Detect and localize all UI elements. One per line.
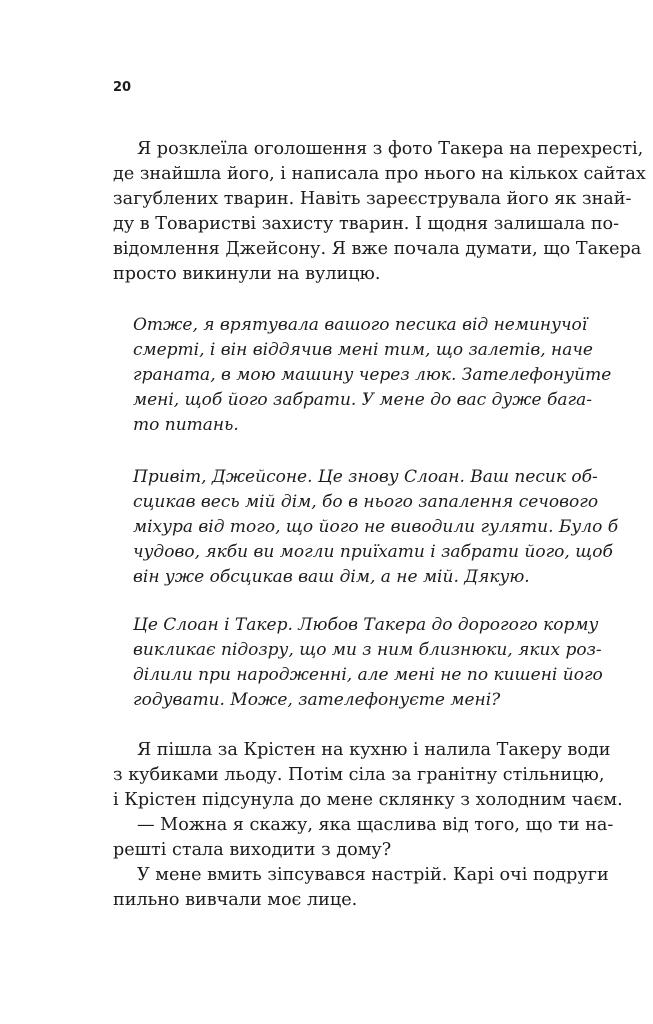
voicemail-message-3 (133, 613, 603, 713)
text-line: і Крістен підсунула до мене склянку з холодним чаєм. (113, 790, 623, 810)
text-line: решті стала виходити з дому? (113, 840, 392, 860)
text-line: пильно вивчали моє лице. (113, 890, 358, 910)
text-line: з кубиками льоду. Потім сіла за гранітну стільницю, (113, 765, 605, 785)
text-line: ділили при народженні, але мені не по кишені його (133, 665, 603, 685)
text-line: чудово, якби ви могли приїхати і забрати його, щоб (133, 542, 613, 562)
dialogue-line: — Можна я скажу, яка щаслива від того, що ти на- (137, 815, 614, 835)
text-line: Отже, я врятувала вашого песика від неминучої (133, 315, 588, 335)
text-line: годувати. Може, зателефонуєте мені? (133, 690, 501, 710)
text-line: Я пішла за Крістен на кухню і налила Такеру води (137, 740, 611, 760)
text-line: то питань. (133, 415, 239, 435)
text-line: Це Слоан і Такер. Любов Такера до дорогого корму (133, 615, 599, 635)
text-line: відомлення Джейсону. Я вже почала думати, що Такера (113, 239, 642, 259)
text-line: смерті, і він віддячив мені тим, що залетів, наче (133, 340, 593, 360)
text-line: міхура від того, що його не виводили гуляти. Було б (133, 517, 619, 537)
voicemail-message-2 (133, 465, 619, 590)
page-number: 20 (113, 80, 132, 95)
text-line: Привіт, Джейсоне. Це знову Слоан. Ваш песик об- (133, 467, 598, 487)
text-line: він уже обсцикав ваш дім, а не мій. Дякую. (133, 567, 530, 587)
text-line: ду в Товаристві захисту тварин. І щодня залишала по- (113, 214, 620, 234)
text-line: сцикав весь мій дім, бо в нього запалення сечового (133, 492, 599, 512)
text-line: мені, щоб його забрати. У мене до вас дуже бага- (133, 390, 592, 410)
text-line: де знайшла його, і написала про нього на кількох сайтах (113, 164, 646, 184)
text-line: викликає підозру, що ми з ним близнюки, яких роз- (133, 640, 602, 660)
text-line: просто викинули на вулицю. (113, 264, 381, 284)
paragraph-2 (113, 738, 623, 913)
text-line: граната, в мою машину через люк. Зателефонуйте (133, 365, 612, 385)
voicemail-message-1 (133, 313, 612, 438)
text-line: У мене вмить зіпсувався настрій. Карі очі подруги (137, 865, 609, 885)
text-line: Я розклеїла оголошення з фото Такера на перехресті, (137, 139, 644, 159)
text-line: загублених тварин. Навіть зареєструвала його як знай- (113, 189, 632, 209)
paragraph-1 (113, 137, 646, 287)
